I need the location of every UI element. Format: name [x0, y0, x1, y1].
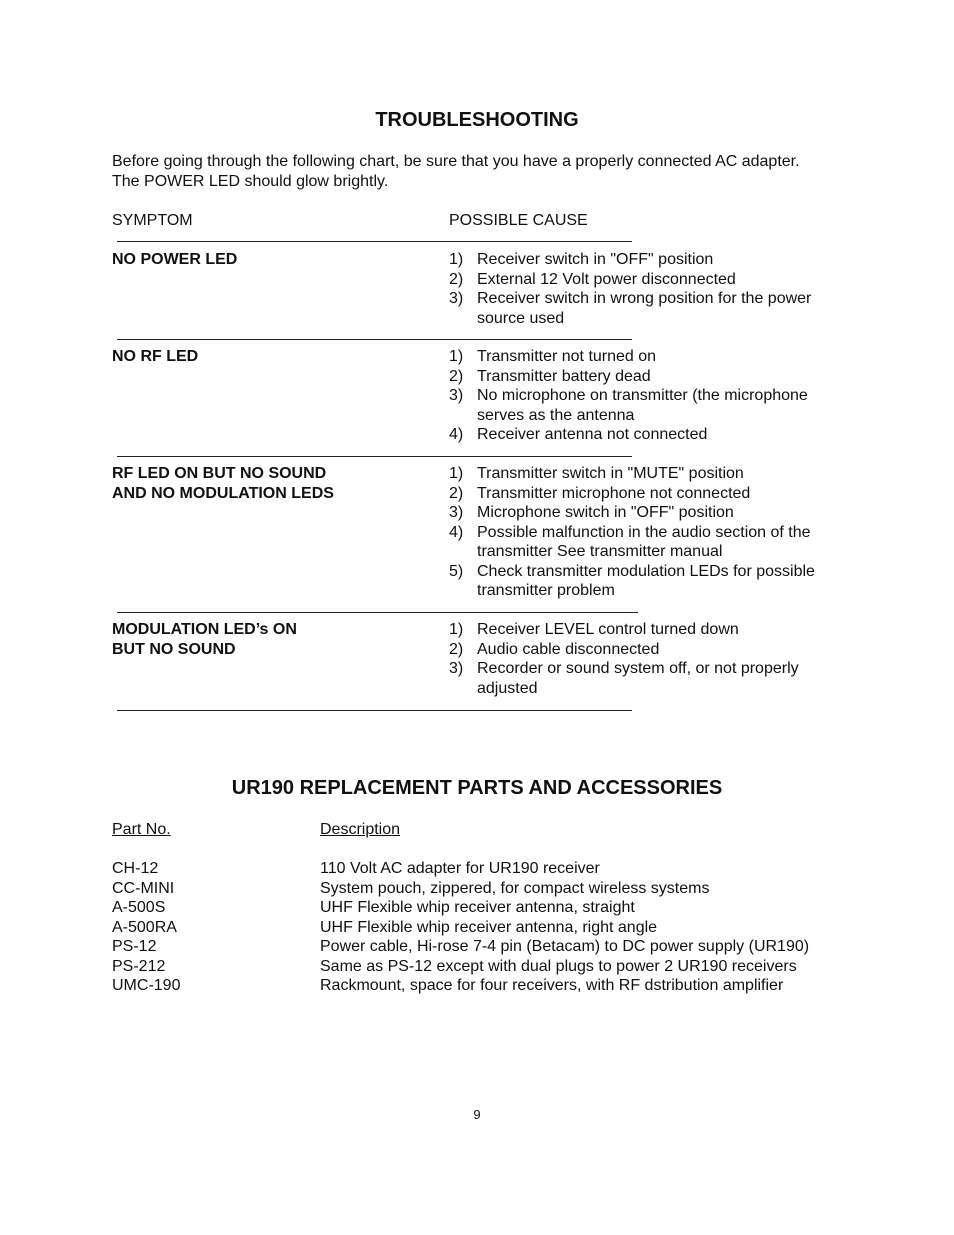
- cause-item: [449, 347, 839, 367]
- part-number: UMC-190: [112, 977, 181, 994]
- cause-text: Transmitter not turned on: [477, 348, 657, 365]
- cause-item: [449, 484, 839, 504]
- part-number: PS-12: [112, 938, 157, 955]
- intro-paragraph: [112, 152, 852, 191]
- cause-item: [449, 270, 839, 290]
- cause-item: [449, 367, 839, 387]
- cause-item: [449, 386, 839, 425]
- part-description: Rackmount, space for four receivers, with RF dstribution amplifier: [320, 977, 784, 994]
- cause-number: 4): [449, 426, 464, 443]
- cause-text: Possible malfunction in the audio section of the transmitter See transmitter manual: [477, 523, 811, 560]
- description-column-header: Description: [320, 821, 401, 838]
- cause-item: [449, 503, 839, 523]
- symptom-text: RF LED ON BUT NO SOUND: [112, 465, 327, 482]
- parts-row: [112, 937, 852, 957]
- cause-number: 1): [449, 348, 464, 365]
- cause-number: 1): [449, 465, 464, 482]
- part-description: Power cable, Hi-rose 7-4 pin (Betacam) to DC power supply (UR190): [320, 938, 810, 955]
- cause-item: [449, 562, 839, 601]
- cause-number: 2): [449, 270, 464, 288]
- part-number-column-header: Part No.: [112, 821, 171, 838]
- symptom-text: MODULATION LED’s ON: [112, 621, 297, 638]
- cause-item: [449, 640, 839, 660]
- cause-text: Transmitter battery dead: [477, 367, 651, 385]
- intro-line-2: The POWER LED should glow brightly.: [112, 172, 389, 190]
- part-description: UHF Flexible whip receiver antenna, right angle: [320, 918, 658, 936]
- cause-text: Audio cable disconnected: [477, 640, 660, 658]
- table-divider: [117, 241, 632, 242]
- page-number: 9: [473, 1107, 481, 1122]
- symptom-text: NO RF LED: [112, 348, 199, 365]
- part-description: 110 Volt AC adapter for UR190 receiver: [320, 860, 600, 877]
- symptom-text: NO POWER LED: [112, 251, 238, 268]
- cause-list-rf-led-no-sound: [449, 464, 839, 601]
- parts-row: [112, 879, 852, 899]
- parts-row: [112, 898, 852, 918]
- cause-text: Check transmitter modulation LEDs for possible transmitter problem: [477, 562, 815, 599]
- cause-number: 2): [449, 367, 464, 385]
- table-divider: [117, 339, 632, 340]
- cause-item: [449, 289, 839, 328]
- cause-text: Receiver antenna not connected: [477, 426, 708, 443]
- cause-list-modulation-no-sound: [449, 620, 839, 698]
- cause-number: 3): [449, 387, 464, 404]
- intro-line-1: Before going through the following chart, be sure that you have a properly connected AC adapter.: [112, 153, 800, 170]
- parts-row: [112, 976, 852, 996]
- cause-number: 4): [449, 523, 464, 541]
- cause-text: Recorder or sound system off, or not properly adjusted: [477, 660, 799, 697]
- symptom-text: BUT NO SOUND: [112, 640, 236, 658]
- part-description: UHF Flexible whip receiver antenna, straight: [320, 899, 635, 916]
- cause-item: [449, 250, 839, 270]
- cause-item: [449, 620, 839, 640]
- cause-column-header: POSSIBLE CAUSE: [449, 212, 588, 229]
- table-divider: [117, 456, 632, 457]
- symptom-text: AND NO MODULATION LEDS: [112, 484, 334, 502]
- part-number: CC-MINI: [112, 879, 175, 897]
- cause-number: 1): [449, 621, 464, 638]
- symptom-modulation-no-sound: [112, 620, 432, 659]
- parts-list: [112, 859, 852, 996]
- part-number: A-500S: [112, 899, 166, 916]
- cause-number: 3): [449, 290, 464, 307]
- symptom-no-power-led: [112, 250, 432, 270]
- symptom-column-header: SYMPTOM: [112, 212, 193, 229]
- table-divider: [117, 710, 632, 711]
- cause-text: Receiver switch in "OFF" position: [477, 251, 714, 268]
- symptom-no-rf-led: [112, 347, 432, 367]
- cause-text: No microphone on transmitter (the microphone serves as the antenna: [477, 387, 808, 424]
- cause-number: 3): [449, 504, 464, 521]
- table-divider: [117, 612, 638, 613]
- cause-text: Receiver switch in wrong position for the power source used: [477, 290, 812, 327]
- cause-list-no-power-led: [449, 250, 839, 328]
- part-number: CH-12: [112, 860, 159, 877]
- cause-text: Microphone switch in "OFF" position: [477, 504, 734, 521]
- cause-number: 2): [449, 484, 464, 502]
- part-number: A-500RA: [112, 918, 177, 936]
- cause-text: Transmitter switch in "MUTE" position: [477, 465, 744, 482]
- cause-number: 1): [449, 251, 464, 268]
- cause-text: Receiver LEVEL control turned down: [477, 621, 739, 638]
- parts-heading: UR190 REPLACEMENT PARTS AND ACCESSORIES: [231, 777, 723, 799]
- cause-text: Transmitter microphone not connected: [477, 484, 751, 502]
- cause-number: 2): [449, 640, 464, 658]
- part-description: System pouch, zippered, for compact wireless systems: [320, 879, 710, 897]
- troubleshooting-heading: TROUBLESHOOTING: [375, 109, 579, 131]
- cause-text: External 12 Volt power disconnected: [477, 270, 736, 288]
- cause-item: [449, 659, 839, 698]
- cause-number: 5): [449, 562, 464, 580]
- parts-row: [112, 957, 852, 977]
- cause-number: 3): [449, 660, 464, 677]
- cause-item: [449, 523, 839, 562]
- part-description: Same as PS-12 except with dual plugs to power 2 UR190 receivers: [320, 957, 797, 975]
- cause-item: [449, 425, 839, 445]
- part-number: PS-212: [112, 957, 166, 975]
- parts-row: [112, 859, 852, 879]
- symptom-rf-led-no-sound: [112, 464, 432, 503]
- cause-item: [449, 464, 839, 484]
- parts-row: [112, 918, 852, 938]
- cause-list-no-rf-led: [449, 347, 839, 445]
